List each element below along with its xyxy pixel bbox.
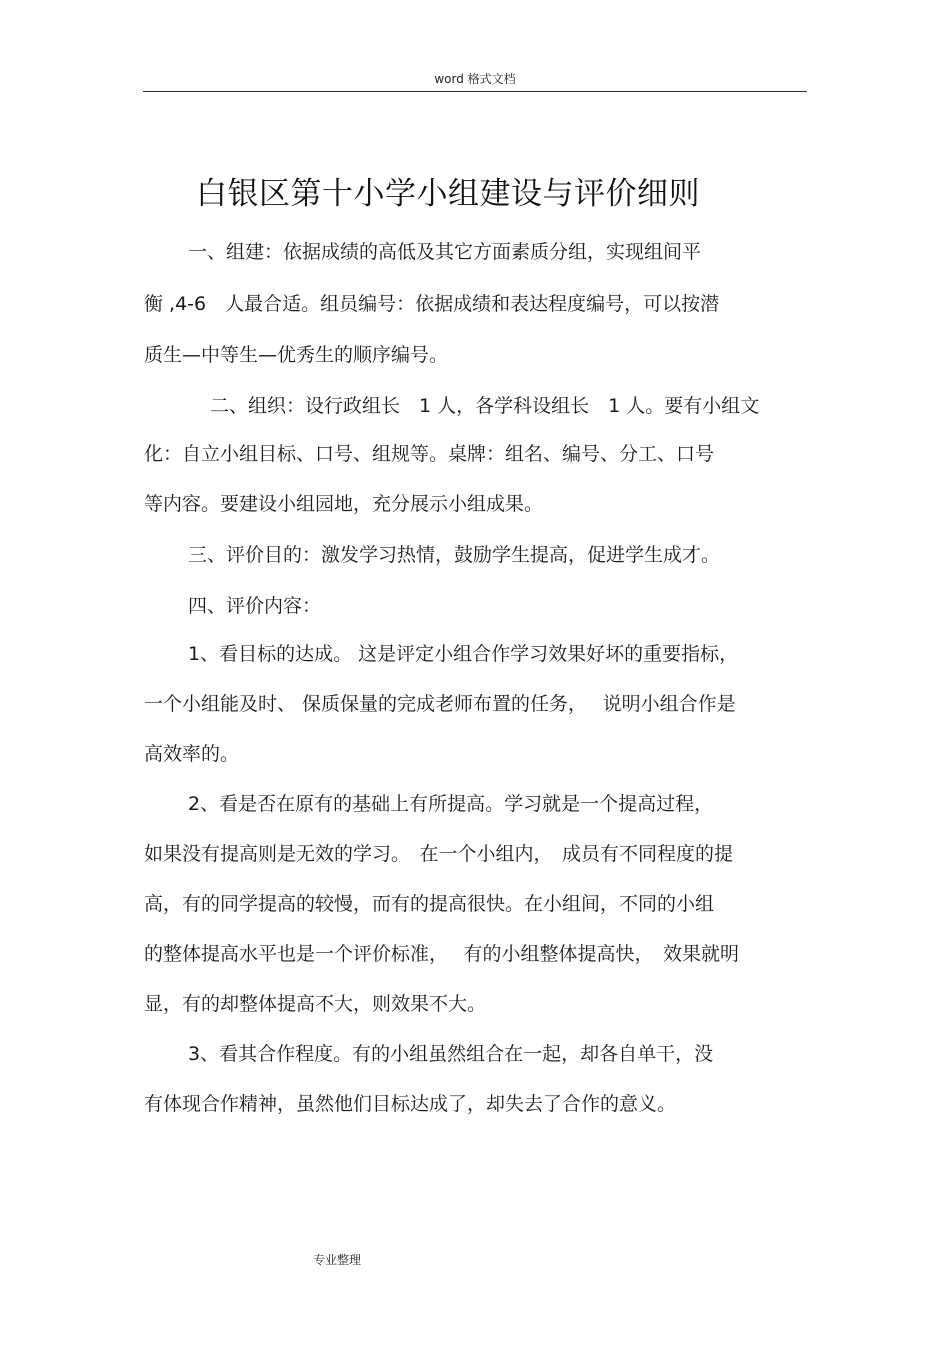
body-line: 高效率的。	[144, 743, 240, 765]
body-line: 3、看其合作程度。有的小组虽然组合在一起，却各自单干，没	[188, 1043, 714, 1065]
body-line: 1、看目标的达成。 这是评定小组合作学习效果好坏的重要指标，	[188, 643, 739, 665]
page-footer: 专业整理	[313, 1253, 362, 1267]
body-line: 三、评价目的：激发学习热情，鼓励学生提高，促进学生成才。	[188, 544, 721, 566]
body-line: 二、组织：设行政组长 1 人，各学科设组长 1 人。要有小组文	[210, 395, 760, 417]
body-line: 的整体提高水平也是一个评价标准， 有的小组整体提高快， 效果就明	[144, 943, 740, 965]
body-line: 显，有的却整体提高不大，则效果不大。	[144, 993, 487, 1015]
body-line: 四、评价内容：	[188, 595, 322, 617]
body-line: 等内容。要建设小组园地，充分展示小组成果。	[144, 493, 544, 515]
body-line: 衡 ,4-6 人最合适。组员编号：依据成绩和表达程度编号，可以按潜	[144, 293, 720, 315]
body-line: 高，有的同学提高的较慢，而有的提高很快。在小组间，不同的小组	[144, 893, 715, 915]
body-line: 2、看是否在原有的基础上有所提高。学习就是一个提高过程，	[188, 793, 714, 815]
body-line: 一、组建：依据成绩的高低及其它方面素质分组，实现组间平	[188, 241, 702, 263]
body-line: 如果没有提高则是无效的学习。 在一个小组内， 成员有不同程度的提	[144, 843, 734, 865]
page-header: word 格式文档	[434, 72, 516, 86]
body-line: 化：自立小组目标、口号、组规等。桌牌：组名、编号、分工、口号	[144, 443, 715, 465]
header-divider	[143, 91, 807, 92]
body-line: 有体现合作精神，虽然他们目标达成了，却失去了合作的意义。	[144, 1093, 677, 1115]
body-line: 质生—中等生—优秀生的顺序编号。	[144, 344, 449, 366]
document-title: 白银区第十小学小组建设与评价细则	[196, 176, 700, 212]
body-line: 一个小组能及时、 保质保量的完成老师布置的任务， 说明小组合作是	[144, 693, 736, 715]
